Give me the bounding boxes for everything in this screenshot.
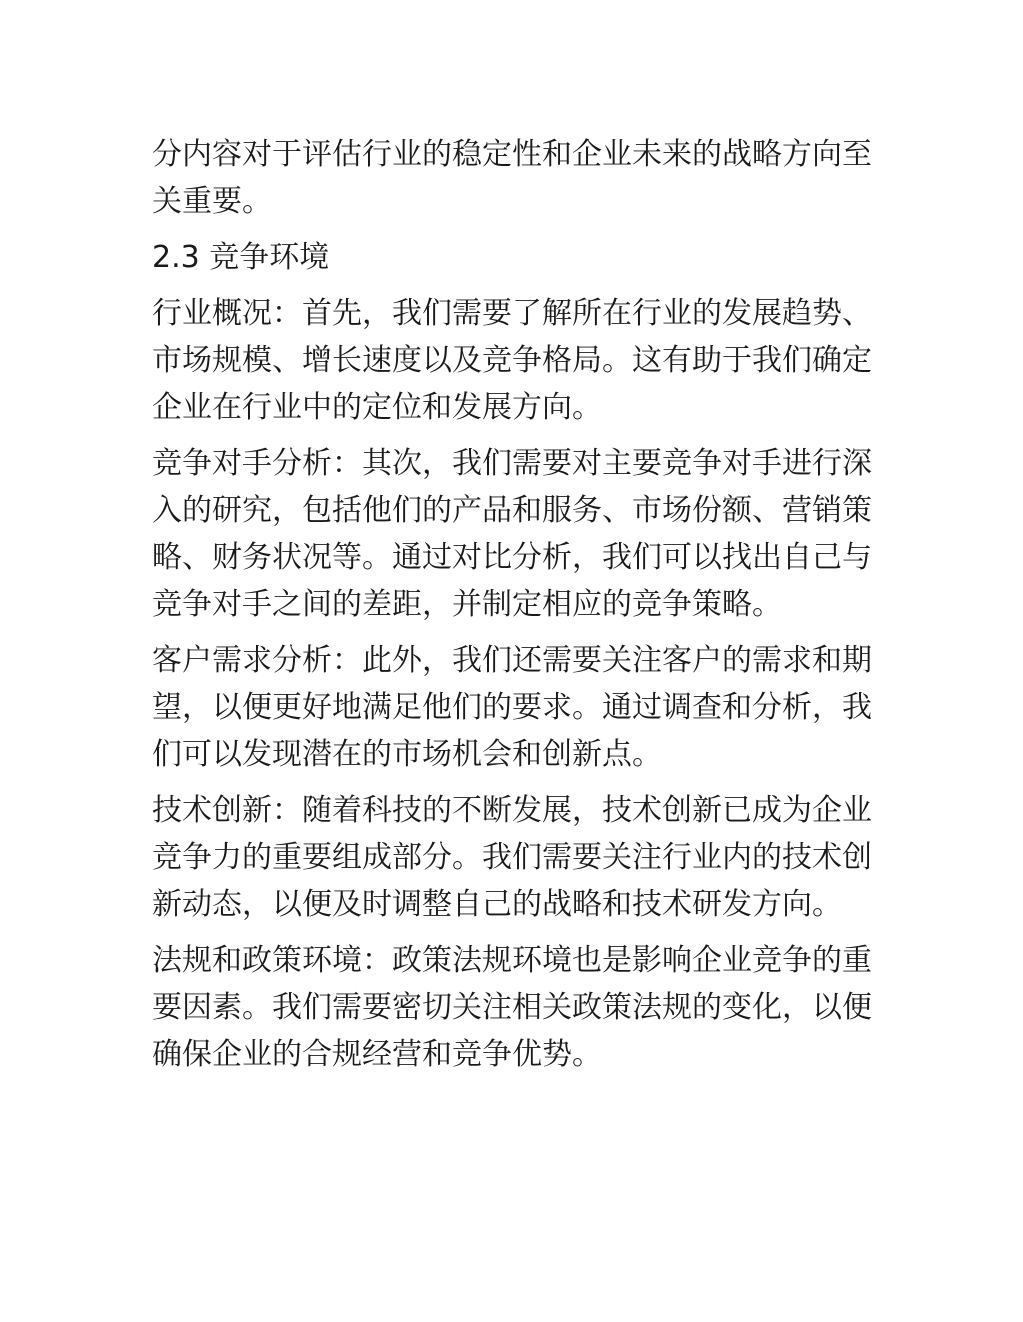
section-heading: 2.3 竞争环境: [152, 240, 330, 275]
competitor-analysis-paragraph: 竞争对手分析：其次，我们需要对主要竞争对手进行深入的研究，包括他们的产品和服务、市场份额、营销策略、财务状况等。通过对比分析，我们可以找出自己与竞争对手之间的差距，并制定相应的竞争策略。: [152, 446, 872, 622]
document-page: [152, 131, 872, 1087]
industry-overview-paragraph: 行业概况：首先，我们需要了解所在行业的发展趋势、市场规模、增长速度以及竞争格局。这有助于我们确定企业在行业中的定位和发展方向。: [152, 296, 872, 425]
customer-needs-paragraph: 客户需求分析：此外，我们还需要关注客户的需求和期望，以便更好地满足他们的要求。通过调查和分析，我们可以发现潜在的市场机会和创新点。: [152, 643, 872, 772]
regulation-policy-paragraph: 法规和政策环境：政策法规环境也是影响企业竞争的重要因素。我们需要密切关注相关政策法规的变化，以便确保企业的合规经营和竞争优势。: [152, 943, 872, 1072]
continuation-paragraph: 分内容对于评估行业的稳定性和企业未来的战略方向至关重要。: [152, 137, 872, 219]
tech-innovation-paragraph: 技术创新：随着科技的不断发展，技术创新已成为企业竞争力的重要组成部分。我们需要关注行业内的技术创新动态，以便及时调整自己的战略和技术研发方向。: [152, 793, 872, 922]
